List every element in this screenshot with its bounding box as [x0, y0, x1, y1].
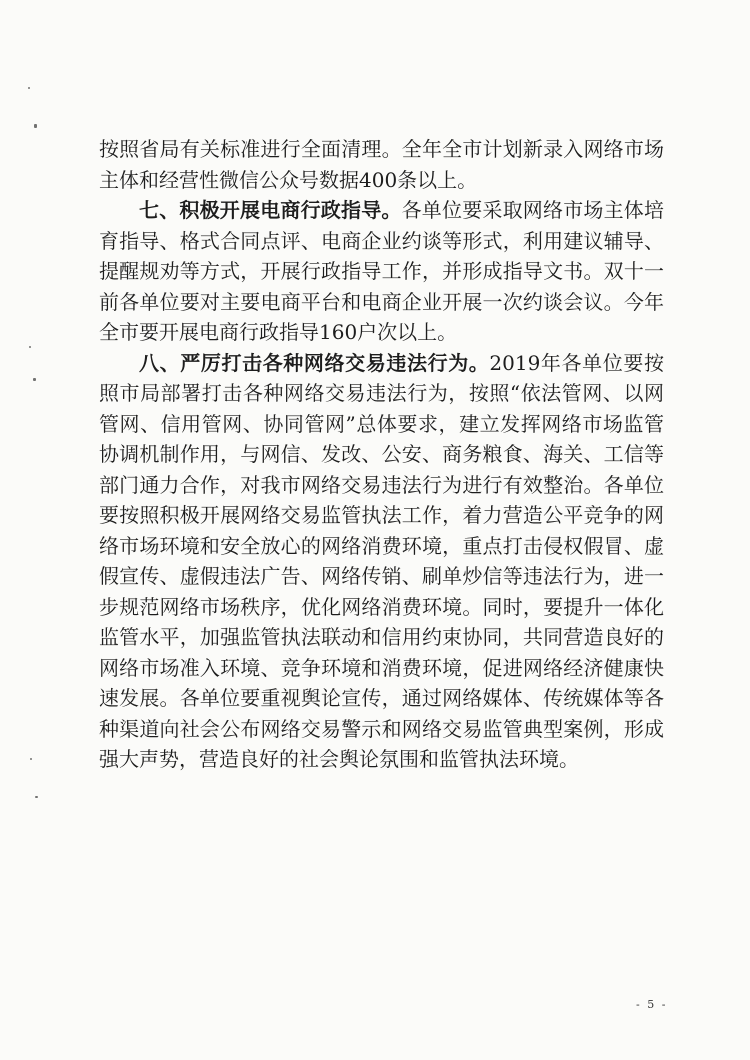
scan-speck: [33, 378, 36, 381]
paragraph-text: 2019年各单位要按照市局部署打击各种网络交易违法行为，按照“依法管网、以网管网、信用管网、协同管网”总体要求，建立发挥网络市场监管协调机制作用，与网信、发改、公安、商务粮食、海关、工信等部门通力合作，对我市网络交易违法行为进行有效整治。各单位要按照积极开展网络交易监管执法工作，着力营造公平竞争的网络市场环境和安全放心的网络消费环境，重点打击侵权假冒、虚假宣传、虚假违法广告、网络传销、刷单炒信等违法行为，进一步规范网络市场秩序，优化网络消费环境。同时，要提升一体化监管水平，加强监管执法联动和信用约束协同，共同营造良好的网络市场准入环境、竞争环境和消费环境，促进网络经济健康快速发展。各单位要重视舆论宣传，通过网络媒体、传统媒体等各种渠道向社会公布网络交易警示和网络交易监管典型案例，形成强大声势，营造良好的社会舆论氛围和监管执法环境。: [99, 350, 664, 771]
document-body: [99, 134, 664, 775]
section-heading: 七、积极开展电商行政指导。: [139, 198, 402, 222]
paragraph-section-eight: [99, 348, 664, 775]
page-number: - 5 -: [636, 998, 668, 1011]
section-heading: 八、严厉打击各种网络交易违法行为。: [139, 350, 490, 375]
paragraph-text: 按照省局有关标准进行全面清理。全年全市计划新录入网络市场主体和经营性微信公众号数据400条以上。: [99, 137, 664, 192]
paragraph-continuation: [99, 134, 664, 195]
scan-speck: [34, 124, 37, 128]
scan-speck: [29, 346, 31, 348]
scan-speck: [35, 796, 38, 798]
scan-speck: [30, 758, 32, 760]
scan-speck: [28, 87, 30, 89]
paragraph-text: 各单位要采取网络市场主体培育指导、格式合同点评、电商企业约谈等形式，利用建议辅导、提醒规劝等方式，开展行政指导工作，并形成指导文书。双十一前各单位要对主要电商平台和电商企业开展一次约谈会议。今年全市要开展电商行政指导160户次以上。: [99, 198, 665, 344]
paragraph-section-seven: [99, 195, 664, 348]
